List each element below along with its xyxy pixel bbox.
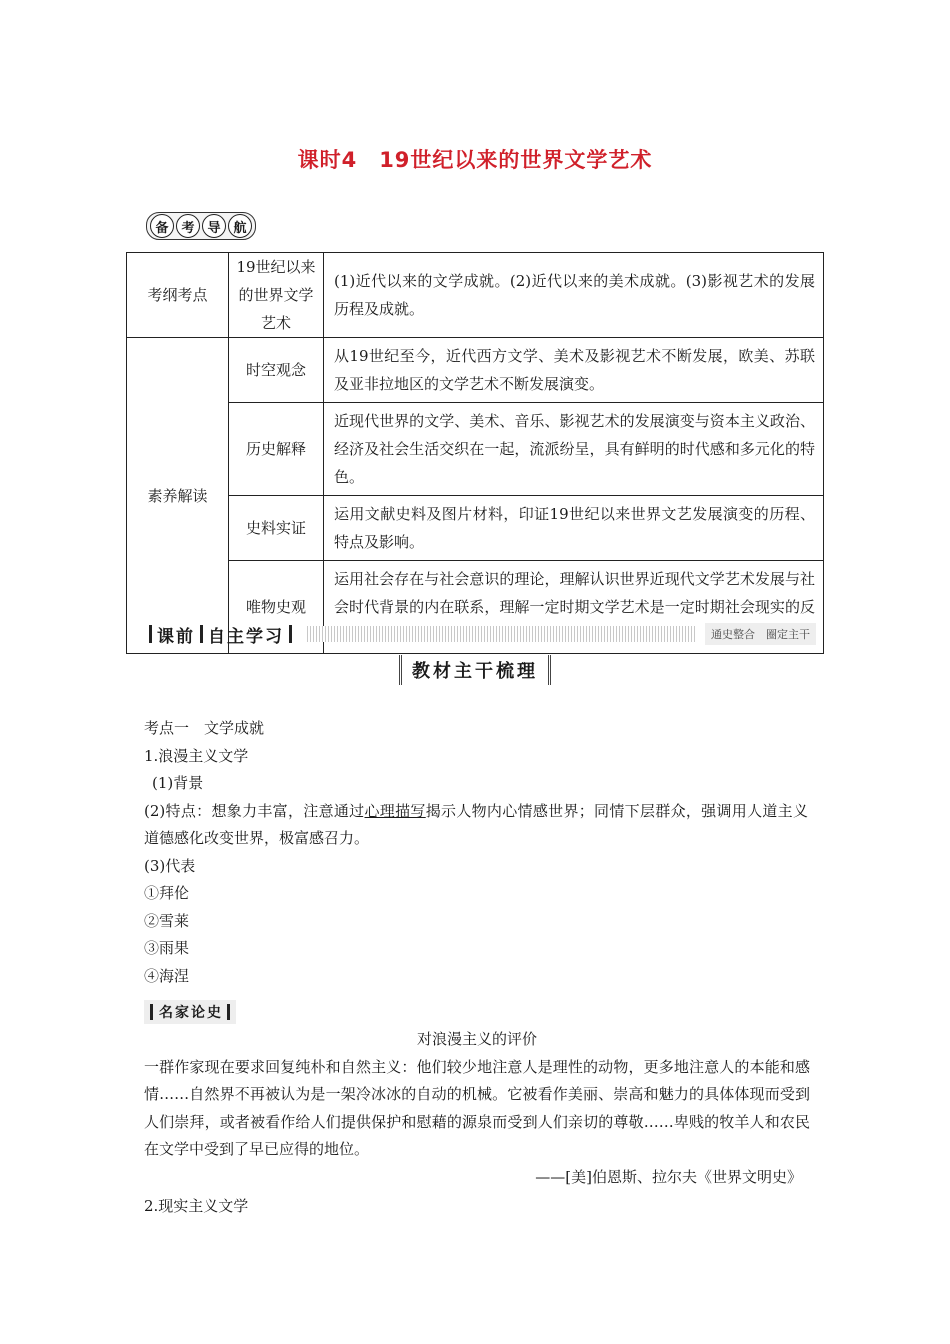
badge-char: 导 (202, 214, 226, 238)
table-row (127, 253, 824, 338)
row-content: 从19世纪至今，近代西方文学、美术及影视艺术不断发展，欧美、苏联及亚非拉地区的文学艺术不断发展演变。 (324, 338, 824, 403)
beikao-daohang-badge (146, 212, 256, 240)
section-banner-right: 通史整合 圈定主干 (705, 623, 816, 645)
quote-block (144, 1026, 810, 1191)
suyang-label: 素养解读 (127, 338, 229, 654)
divider (289, 625, 292, 643)
sub-heading-text: 教材主干梳理 (399, 655, 551, 685)
mingjia-lunshi-tag (144, 1000, 236, 1024)
badge-char: 备 (150, 214, 174, 238)
section-banner-title (144, 622, 297, 647)
banner-pattern (307, 626, 695, 642)
row-content: 近现代世界的文学、美术、音乐、影视艺术的发展演变与资本主义政治、经济及社会生活交织在一起，流派纷呈，具有鲜明的时代感和多元化的特色。 (324, 403, 824, 496)
background-line: (1)背景 (152, 774, 204, 792)
badge-char: 航 (228, 214, 252, 238)
divider (200, 625, 203, 643)
exam-guide-table (126, 252, 824, 654)
badge-char: 考 (176, 214, 200, 238)
section-banner-left1: 课前 (157, 626, 195, 647)
tag-label: 名家论史 (159, 1005, 223, 1021)
content-block (144, 715, 808, 990)
kaogang-topic: 19世纪以来的世界文学艺术 (229, 253, 324, 338)
item-heading: 2.现实主义文学 (144, 1197, 249, 1215)
quote-source: ——[美]伯恩斯、拉尔夫《世界文明史》 (535, 1167, 802, 1186)
page-title: 课时4 19世纪以来的世界文学艺术 (297, 148, 653, 172)
table-row (127, 496, 824, 561)
list-item: ④海涅 (144, 966, 190, 985)
item-heading: 1.浪漫主义文学 (144, 746, 249, 765)
row-name: 时空观念 (229, 338, 324, 403)
list-item: ③雨果 (144, 939, 190, 957)
kaogang-content: (1)近代以来的文学成就。(2)近代以来的美术成就。(3)影视艺术的发展历程及成就。 (324, 253, 824, 338)
list-item: ①拜伦 (144, 884, 190, 902)
badge-container (146, 212, 256, 240)
table-row (127, 403, 824, 496)
row-content: 运用社会存在与社会意识的理论，理解认识世界近现代文学艺术发展与社会时代背景的内在联系，理解一定时期文学艺术是一定时期社会现实的反 (324, 561, 824, 654)
divider (149, 625, 152, 643)
row-name: 唯物史观 (229, 561, 324, 654)
kaogang-label: 考纲考点 (127, 253, 229, 338)
row-name: 历史解释 (229, 403, 324, 496)
features-paragraph (144, 798, 808, 853)
table-row (127, 338, 824, 403)
features-suffix: 揭示人物内心情感世界；同情下层群众，强调用人道主义道德感化改变世界，极富感召力。 (144, 801, 808, 847)
quote-title: 对浪漫主义的评价 (416, 1030, 537, 1048)
features-prefix: (2)特点：想象力丰富，注意通过 (144, 801, 365, 820)
section-banner (144, 622, 816, 646)
row-content: 运用文献史料及图片材料，印证19世纪以来世界文艺发展演变的历程、特点及影响。 (324, 496, 824, 561)
quote-body: 一群作家现在要求回复纯朴和自然主义：他们较少地注意人是理性的动物，更多地注意人的本能和感情……自然界不再被认为是一架冷冰冰的自动的机械。它被看作美丽、崇高和魅力的具体体现而受到人们崇拜，或者被看作给人们提供保护和慰藉的源泉而受到人们亲切的尊敬……卑贱的牧羊人和农民在文学中受到了早已应得的地位。 (144, 1057, 810, 1158)
section-banner-left2: 自主学习 (208, 626, 284, 647)
row-name: 史料实证 (229, 496, 324, 561)
features-underline: 心理描写 (364, 801, 426, 820)
list-item: ②雪莱 (144, 911, 190, 930)
sub-heading (0, 655, 950, 685)
representatives-heading: (3)代表 (144, 856, 196, 875)
kaodian-heading: 考点一 文学成就 (144, 719, 265, 737)
